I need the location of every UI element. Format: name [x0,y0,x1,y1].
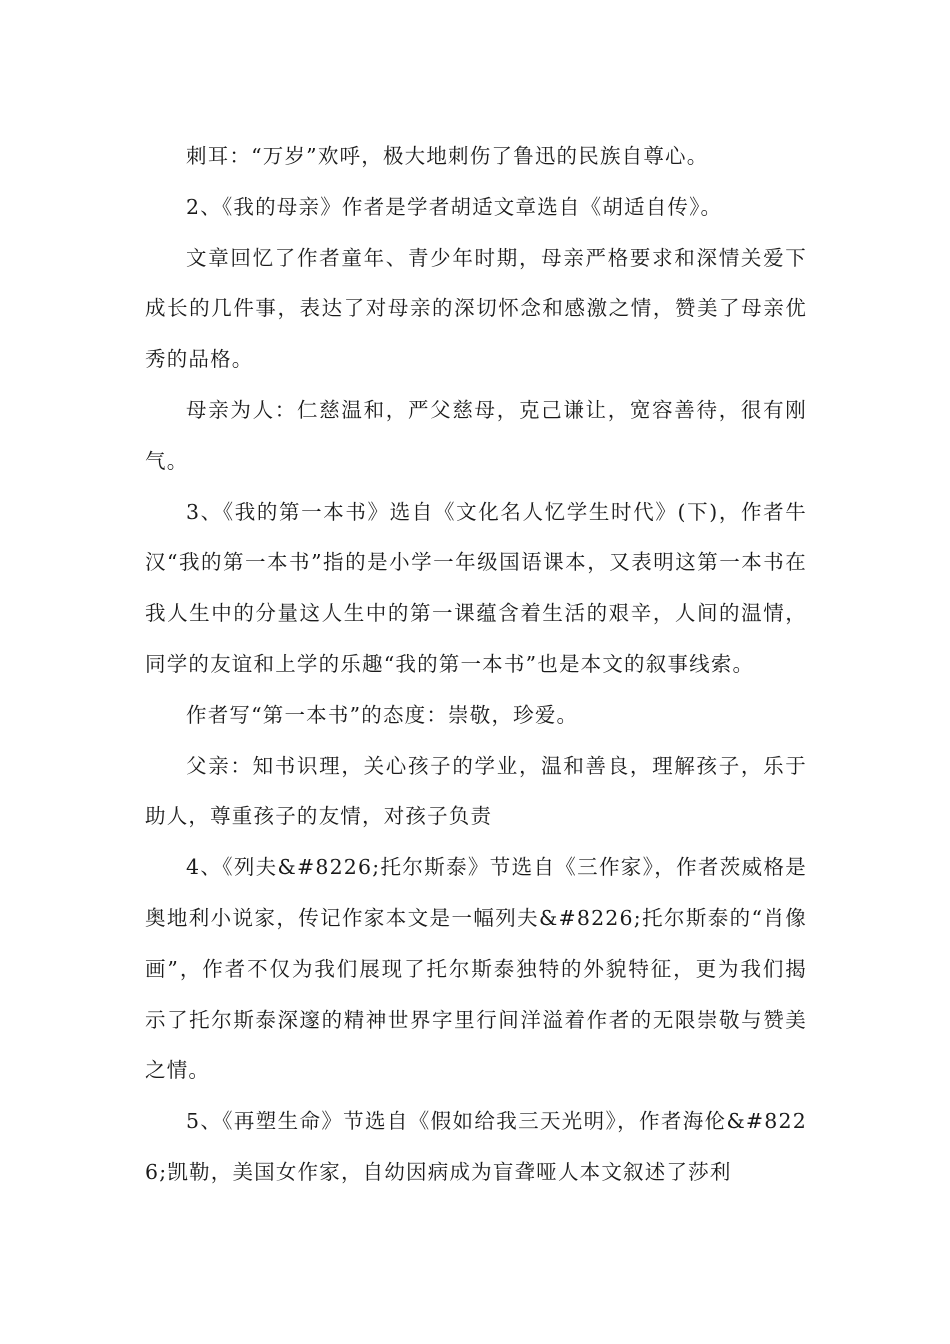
paragraph-my-mother-summary: 文章回忆了作者童年、青少年时期，母亲严格要求和深情关爱下成长的几件事，表达了对母亲的深切怀念和感激之情，赞美了母亲优秀的品格。 [145,245,807,372]
paragraph-my-first-book: 3、《我的第一本书》选自《文化名人忆学生时代》(下)，作者牛汉“我的第一本书”指的是小学一年级国语课本，又表明这第一本书在我人生中的分量这人生中的第一课蕴含着生活的艰辛，人间的温情，同学的友谊和上学的乐趣“我的第一本书”也是本文的叙事线索。 [145,499,807,676]
paragraph-tolstoy: 4、《列夫&#8226;托尔斯泰》节选自《三作家》，作者茨威格是奥地利小说家，传记作家本文是一幅列夫&#8226;托尔斯泰的“肖像画”，作者不仅为我们展现了托尔斯泰独特的外貌特征，更为我们揭示了托尔斯泰深邃的精神世界字里行间洋溢着作者的无限崇敬与赞美之情。 [145,855,807,1083]
paragraph-lu-xun-ending: 刺耳：“万岁”欢呼，极大地刺伤了鲁迅的民族自尊心。 [186,144,709,168]
paragraph-author-attitude: 作者写“第一本书”的态度：崇敬，珍爱。 [186,702,579,727]
paragraph-my-mother-heading: 2、《我的母亲》作者是学者胡适文章选自《胡适自传》。 [186,194,723,219]
paragraph-reshaping-life: 5、《再塑生命》节选自《假如给我三天光明》，作者海伦&#8226;凯勒，美国女作家，自幼因病成为盲聋哑人本文叙述了莎利 [145,1109,807,1184]
paragraph-father-character: 父亲：知书识理，关心孩子的学业，温和善良，理解孩子，乐于助人，尊重孩子的友情，对孩子负责 [145,753,807,829]
paragraph-mother-character: 母亲为人：仁慈温和，严父慈母，克己谦让，宽容善待，很有刚气。 [145,397,807,473]
document-body [145,131,807,1198]
